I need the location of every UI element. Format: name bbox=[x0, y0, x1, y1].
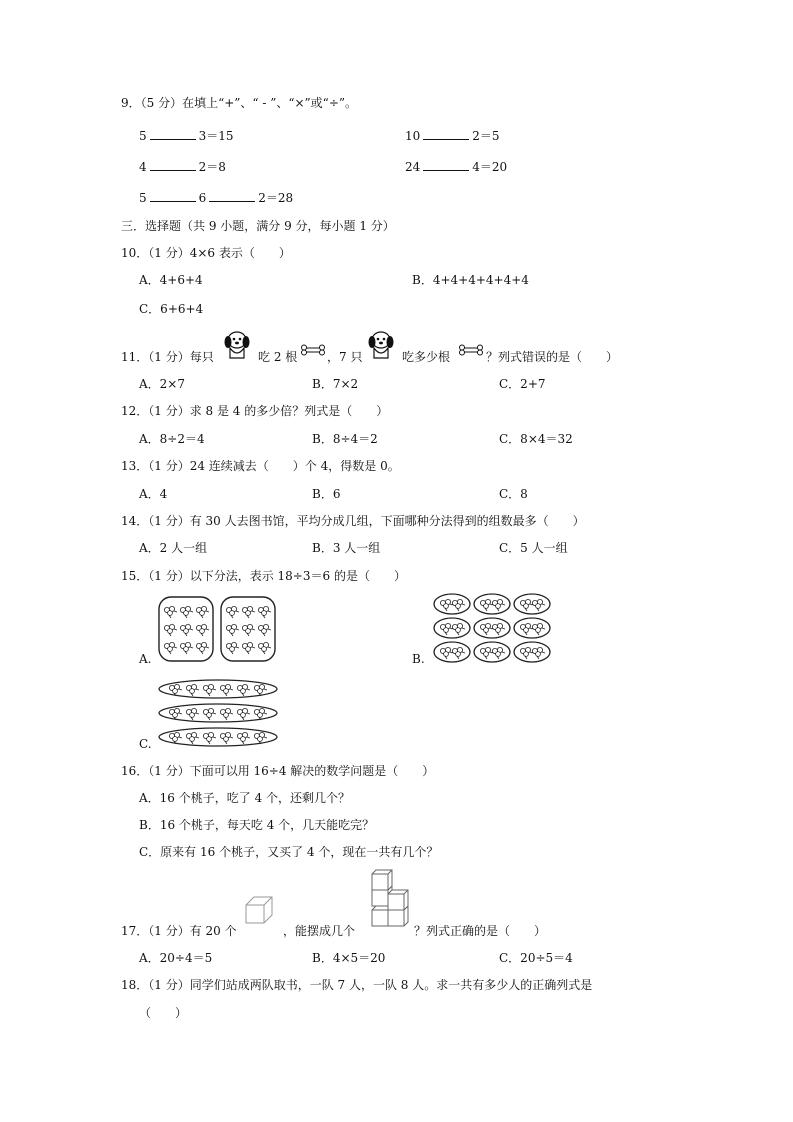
q14-option-b[interactable]: B．3 人一组 bbox=[312, 541, 381, 555]
q17-option-c[interactable]: C．20÷5＝4 bbox=[499, 951, 573, 965]
q9-number: 24 bbox=[405, 160, 421, 174]
q9-stem: 9．（5 分）在填上“+”、“ - ”、“×”或“÷”。 bbox=[121, 96, 358, 110]
section-3-title: 三．选择题（共 9 小题，满分 9 分，每小题 1 分） bbox=[121, 219, 395, 233]
q15-figure-b bbox=[432, 593, 554, 665]
group-outline bbox=[434, 594, 470, 614]
group-outline bbox=[474, 618, 510, 638]
q9-number: 4 bbox=[139, 160, 147, 174]
q9-number: 2＝28 bbox=[258, 191, 294, 205]
q10-stem: 10．（1 分）4×6 表示（ ） bbox=[121, 246, 291, 260]
q11-option-a[interactable]: A．2×7 bbox=[139, 377, 185, 391]
q17-option-a[interactable]: A．20÷4＝5 bbox=[139, 951, 213, 965]
q17-option-b[interactable]: B．4×5＝20 bbox=[312, 951, 386, 965]
q11-option-c[interactable]: C．2+7 bbox=[499, 377, 546, 391]
group-outline bbox=[434, 618, 470, 638]
group-outline bbox=[514, 618, 550, 638]
q10-option-a[interactable]: A．4+6+4 bbox=[139, 273, 203, 287]
q15-option-c[interactable]: C. bbox=[139, 737, 152, 751]
bone-icon bbox=[300, 344, 326, 356]
q18-answer-paren: （ ） bbox=[139, 1006, 188, 1020]
q9-answer-blank[interactable] bbox=[150, 128, 196, 140]
q9-number: 3＝15 bbox=[198, 129, 234, 143]
puppy-icon bbox=[222, 330, 252, 360]
q9-answer-blank[interactable] bbox=[209, 190, 255, 202]
q9-row1-left bbox=[139, 128, 234, 143]
puppy-icon bbox=[366, 330, 396, 360]
q9-row1-right bbox=[405, 128, 500, 143]
q9-row2-right bbox=[405, 159, 507, 174]
q10-option-b[interactable]: B．4+4+4+4+4+4 bbox=[412, 273, 529, 287]
q11-stem-part5: ？列式错误的是（ ） bbox=[486, 350, 619, 364]
group-outline bbox=[514, 594, 550, 614]
q15-stem: 15．（1 分）以下分法，表示 18÷3＝6 的是（ ） bbox=[121, 569, 406, 583]
q16-option-b[interactable]: B．16 个桃子，每天吃 4 个，几天能吃完？ bbox=[139, 818, 375, 832]
q11-stem-part3: ，7 只 bbox=[327, 350, 363, 364]
q10-option-c[interactable]: C．6+6+4 bbox=[139, 302, 204, 316]
q11-stem-part4: 吃多少根 bbox=[402, 350, 451, 364]
q11-stem-part2: 吃 2 根 bbox=[258, 350, 298, 364]
group-outline bbox=[434, 642, 470, 662]
q13-option-a[interactable]: A．4 bbox=[139, 487, 168, 501]
q9-answer-blank[interactable] bbox=[150, 159, 196, 171]
bone-icon bbox=[458, 344, 484, 356]
cube-icon bbox=[242, 893, 276, 927]
q16-option-c[interactable]: C．原来有 16 个桃子，又买了 4 个，现在一共有几个？ bbox=[139, 845, 439, 859]
q9-row3 bbox=[139, 190, 293, 205]
q9-number: 6 bbox=[198, 191, 207, 205]
q17-stem-part1: 17．（1 分）有 20 个 bbox=[121, 924, 237, 938]
q9-number: 2＝8 bbox=[198, 160, 226, 174]
q14-option-a[interactable]: A．2 人一组 bbox=[139, 541, 208, 555]
group-outline bbox=[474, 594, 510, 614]
q17-stem-part3: ？列式正确的是（ ） bbox=[414, 924, 547, 938]
q9-number: 2＝5 bbox=[472, 129, 500, 143]
q12-option-b[interactable]: B．8÷4＝2 bbox=[312, 432, 378, 446]
q9-number: 5 bbox=[139, 191, 147, 205]
q9-answer-blank[interactable] bbox=[423, 159, 469, 171]
q12-stem: 12．（1 分）求 8 是 4 的多少倍？列式是（ ） bbox=[121, 404, 389, 418]
q18-stem: 18．（1 分）同学们站成两队取书，一队 7 人，一队 8 人。求一共有多少人的正确列式是 bbox=[121, 978, 593, 992]
q9-answer-blank[interactable] bbox=[150, 190, 196, 202]
q9-number: 4＝20 bbox=[472, 160, 508, 174]
q11-stem-part1: 11．（1 分）每只 bbox=[121, 350, 214, 364]
q16-option-a[interactable]: A．16 个桃子，吃了 4 个，还剩几个？ bbox=[139, 791, 351, 805]
q9-answer-blank[interactable] bbox=[423, 128, 469, 140]
group-outline bbox=[514, 642, 550, 662]
q9-number: 10 bbox=[405, 129, 421, 143]
group-outline bbox=[474, 642, 510, 662]
q17-stem-part2: ，能摆成几个 bbox=[283, 924, 356, 938]
q12-option-c[interactable]: C．8×4＝32 bbox=[499, 432, 573, 446]
q15-option-b[interactable]: B. bbox=[412, 652, 425, 666]
q13-option-c[interactable]: C．8 bbox=[499, 487, 528, 501]
q12-option-a[interactable]: A．8÷2＝4 bbox=[139, 432, 205, 446]
q15-option-a[interactable]: A. bbox=[139, 652, 152, 666]
q9-row2-left bbox=[139, 159, 226, 174]
q13-stem: 13．（1 分）24 连续减去（ ）个 4，得数是 0。 bbox=[121, 459, 400, 473]
q15-figure-c bbox=[157, 680, 281, 752]
q9-number: 5 bbox=[139, 129, 147, 143]
q13-option-b[interactable]: B．6 bbox=[312, 487, 341, 501]
q14-option-c[interactable]: C．5 人一组 bbox=[499, 541, 568, 555]
q11-option-b[interactable]: B．7×2 bbox=[312, 377, 359, 391]
q14-stem: 14．（1 分）有 30 人去图书馆，平均分成几组，下面哪种分法得到的组数最多（ ） bbox=[121, 514, 585, 528]
q15-figure-a bbox=[157, 595, 277, 663]
q16-stem: 16．（1 分）下面可以用 16÷4 解决的数学问题是（ ） bbox=[121, 764, 435, 778]
cube-stack-icon bbox=[366, 868, 412, 938]
